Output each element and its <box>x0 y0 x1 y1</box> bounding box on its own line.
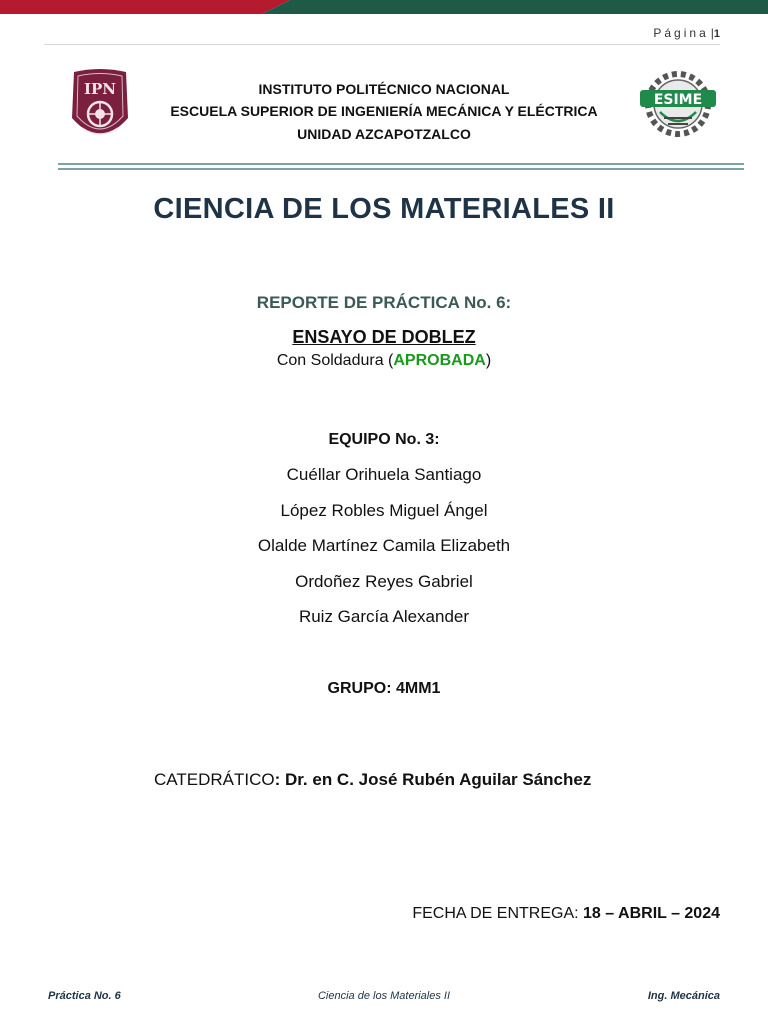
delivery-date-line <box>412 905 720 923</box>
professor-label: CATEDRÁTICO <box>154 770 275 789</box>
header-rule-top <box>58 163 744 165</box>
esime-logo-icon <box>636 66 720 142</box>
header-divider <box>44 44 720 45</box>
document-title: CIENCIA DE LOS MATERIALES II <box>153 193 615 225</box>
delivery-date: 18 – ABRIL – 2024 <box>583 905 720 922</box>
team-member: Olalde Martínez Camila Elizabeth <box>257 536 511 555</box>
campus-name: UNIDAD AZCAPOTZALCO <box>297 126 471 142</box>
svg-text:ESIME: ESIME <box>653 92 703 108</box>
test-name: ENSAYO DE DOBLEZ <box>292 327 476 347</box>
delivery-label: FECHA DE ENTREGA: <box>412 905 584 922</box>
professor-line <box>154 770 591 790</box>
group-label: GRUPO: 4MM1 <box>327 680 441 697</box>
svg-text:IPN: IPN <box>83 80 117 98</box>
page-label: Página <box>653 26 709 40</box>
status-badge: APROBADA <box>393 352 486 369</box>
header-color-band <box>0 0 768 14</box>
footer-program: Ing. Mecánica <box>647 990 720 1002</box>
footer-practice: Práctica No. 6 <box>48 990 121 1002</box>
page-number-value: 1 <box>713 28 720 40</box>
report-label: REPORTE DE PRÁCTICA No. 6: <box>256 293 512 312</box>
team-member: Cuéllar Orihuela Santiago <box>286 465 482 484</box>
team-member: Ordoñez Reyes Gabriel <box>295 572 473 591</box>
team-member: Ruiz García Alexander <box>298 607 470 626</box>
footer-course: Ciencia de los Materiales II <box>317 990 451 1002</box>
professor-name: : Dr. en C. José Rubén Aguilar Sánchez <box>274 770 592 789</box>
team-label: EQUIPO No. 3: <box>328 431 440 448</box>
institution-name: INSTITUTO POLITÉCNICO NACIONAL <box>258 81 510 97</box>
school-name: ESCUELA SUPERIOR DE INGENIERÍA MECÁNICA Y ELÉCTRICA <box>170 103 598 119</box>
test-subtitle: Con Soldadura (APROBADA) <box>276 352 492 369</box>
page-number: Página |1 <box>653 26 720 40</box>
team-member: López Robles Miguel Ángel <box>280 501 488 520</box>
ipn-logo-icon <box>68 68 132 146</box>
header-rule-bottom <box>58 168 744 170</box>
